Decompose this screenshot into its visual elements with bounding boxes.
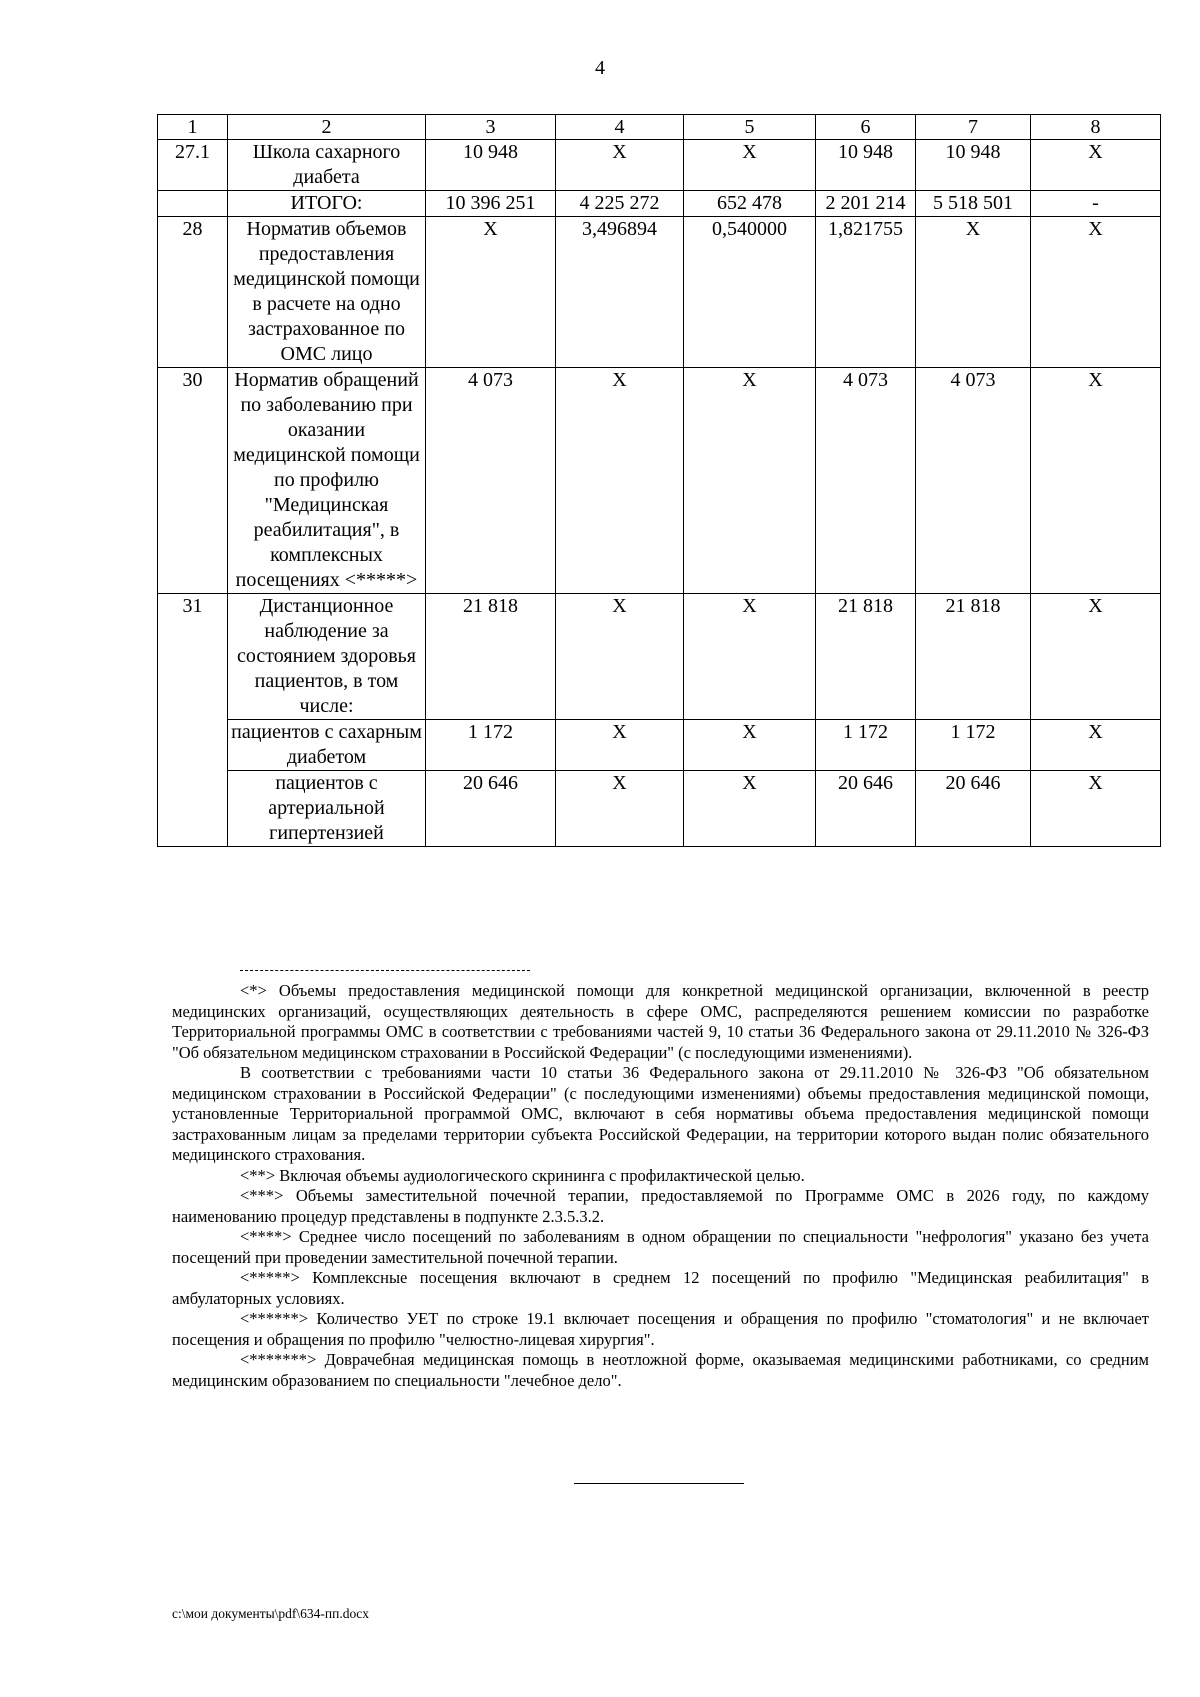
row-name-cell: Дистанционное наблюдение за состоянием здоровья пациентов, в том числе: xyxy=(228,594,426,720)
value-cell: Х xyxy=(684,594,816,720)
value-cell: 5 518 501 xyxy=(916,191,1031,217)
value-cell: 3,496894 xyxy=(556,217,684,368)
value-cell: Х xyxy=(684,140,816,191)
row-number-cell: 28 xyxy=(158,217,228,368)
value-cell: 10 948 xyxy=(426,140,556,191)
value-cell: 21 818 xyxy=(916,594,1031,720)
value-cell: 10 396 251 xyxy=(426,191,556,217)
footnote: <******> Количество УЕТ по строке 19.1 включает посещения и обращения по профилю "стоматология" и не включает посещения и обращения по профилю "челюстно-лицевая хирургия". xyxy=(172,1309,1149,1349)
value-cell: 20 646 xyxy=(426,771,556,847)
row-number-cell: 31 xyxy=(158,594,228,847)
value-cell: 21 818 xyxy=(426,594,556,720)
document-end-line xyxy=(574,1483,744,1484)
value-cell: 4 225 272 xyxy=(556,191,684,217)
data-table xyxy=(157,114,1161,847)
value-cell: Х xyxy=(1031,140,1161,191)
value-cell: 20 646 xyxy=(916,771,1031,847)
row-name-cell: пациентов с сахарным диабетом xyxy=(228,720,426,771)
value-cell: Х xyxy=(1031,368,1161,594)
value-cell: 4 073 xyxy=(426,368,556,594)
table-row xyxy=(158,368,1161,594)
value-cell: Х xyxy=(1031,217,1161,368)
footnote-separator xyxy=(240,970,530,971)
footnote: <***> Объемы заместительной почечной терапии, предоставляемой по Программе ОМС в 2026 году, по каждому наименованию процедур представлены в подпункте 2.3.5.3.2. xyxy=(172,1186,1149,1226)
footnote: <*> Объемы предоставления медицинской помощи для конкретной медицинской организации, включенной в реестр медицинских организаций, осуществляющих деятельность в сфере ОМС, распределяются решением комиссии по разработке Территориальной программы ОМС в соответствии с требованиями частей 9, 10 статьи 36 Федерального закона от 29.11.2010 № 326-ФЗ "Об обязательном медицинском страховании в Российской Федерации" (с последующими изменениями). xyxy=(172,981,1149,1062)
header-cell: 3 xyxy=(426,115,556,140)
row-name-cell: ИТОГО: xyxy=(228,191,426,217)
footnote: В соответствии с требованиями части 10 статьи 36 Федерального закона от 29.11.2010 № 326-ФЗ "Об обязательном медицинском страховании в Российской Федерации" (с последующими изменениями) объемы предоставления медицинской помощи, установленные Территориальной программой ОМС, включают в себя нормативы объема предоставления медицинской помощи застрахованным лицам за пределами территории субъекта Российской Федерации, на территории которого выдан полис обязательного медицинского страхования. xyxy=(172,1063,1149,1164)
header-cell: 8 xyxy=(1031,115,1161,140)
value-cell: 652 478 xyxy=(684,191,816,217)
value-cell: Х xyxy=(1031,771,1161,847)
value-cell: 20 646 xyxy=(816,771,916,847)
value-cell: Х xyxy=(556,720,684,771)
value-cell: 21 818 xyxy=(816,594,916,720)
value-cell: Х xyxy=(684,771,816,847)
value-cell: 1 172 xyxy=(816,720,916,771)
value-cell: - xyxy=(1031,191,1161,217)
row-name-cell: пациентов с артериальной гипертензией xyxy=(228,771,426,847)
header-cell: 5 xyxy=(684,115,816,140)
footnote: <**> Включая объемы аудиологического скрининга с профилактической целью. xyxy=(240,1165,805,1185)
row-name-cell: Школа сахарного диабета xyxy=(228,140,426,191)
value-cell: 4 073 xyxy=(916,368,1031,594)
value-cell: Х xyxy=(684,720,816,771)
value-cell: 1 172 xyxy=(916,720,1031,771)
table-row xyxy=(158,594,1161,720)
footnote: <****> Среднее число посещений по заболеваниям в одном обращении по специальности "нефрология" указано без учета посещений при проведении заместительной почечной терапии. xyxy=(172,1227,1149,1267)
row-name-cell: Норматив объемов предоставления медицинской помощи в расчете на одно застрахованное по ОМС лицо xyxy=(228,217,426,368)
value-cell: Х xyxy=(556,140,684,191)
row-name-cell: Норматив обращений по заболеванию при оказании медицинской помощи по профилю "Медицинская реабилитация", в комплексных посещениях <*****> xyxy=(228,368,426,594)
value-cell: Х xyxy=(556,594,684,720)
value-cell: 10 948 xyxy=(816,140,916,191)
value-cell: 4 073 xyxy=(816,368,916,594)
header-cell: 7 xyxy=(916,115,1031,140)
footnote: <*****> Комплексные посещения включают в среднем 12 посещений по профилю "Медицинская реабилитация" в амбулаторных условиях. xyxy=(172,1268,1149,1308)
value-cell: 1 172 xyxy=(426,720,556,771)
table-subrow xyxy=(158,771,1161,847)
table-subrow xyxy=(158,720,1161,771)
value-cell: Х xyxy=(426,217,556,368)
file-path-footer: c:\мои документы\pdf\634-пп.docx xyxy=(172,1606,369,1621)
value-cell: Х xyxy=(556,368,684,594)
value-cell: 10 948 xyxy=(916,140,1031,191)
row-number-cell: 30 xyxy=(158,368,228,594)
row-number-cell: 27.1 xyxy=(158,140,228,191)
value-cell: 0,540000 xyxy=(684,217,816,368)
header-cell: 1 xyxy=(158,115,228,140)
value-cell: Х xyxy=(1031,594,1161,720)
header-cell: 2 xyxy=(228,115,426,140)
value-cell: Х xyxy=(1031,720,1161,771)
value-cell: Х xyxy=(916,217,1031,368)
page-number: 4 xyxy=(595,57,605,79)
table-row xyxy=(158,217,1161,368)
footnote: <*******> Доврачебная медицинская помощь в неотложной форме, оказываемая медицинскими работниками, со средним медицинским образованием по специальности "лечебное дело". xyxy=(172,1350,1149,1390)
footnotes-section xyxy=(172,970,1149,1391)
header-cell: 6 xyxy=(816,115,916,140)
value-cell: 2 201 214 xyxy=(816,191,916,217)
value-cell: Х xyxy=(556,771,684,847)
table-row-total xyxy=(158,191,1161,217)
header-cell: 4 xyxy=(556,115,684,140)
value-cell: Х xyxy=(684,368,816,594)
table-header-row xyxy=(158,115,1161,140)
table-row xyxy=(158,140,1161,191)
row-number-cell xyxy=(158,191,228,217)
value-cell: 1,821755 xyxy=(816,217,916,368)
